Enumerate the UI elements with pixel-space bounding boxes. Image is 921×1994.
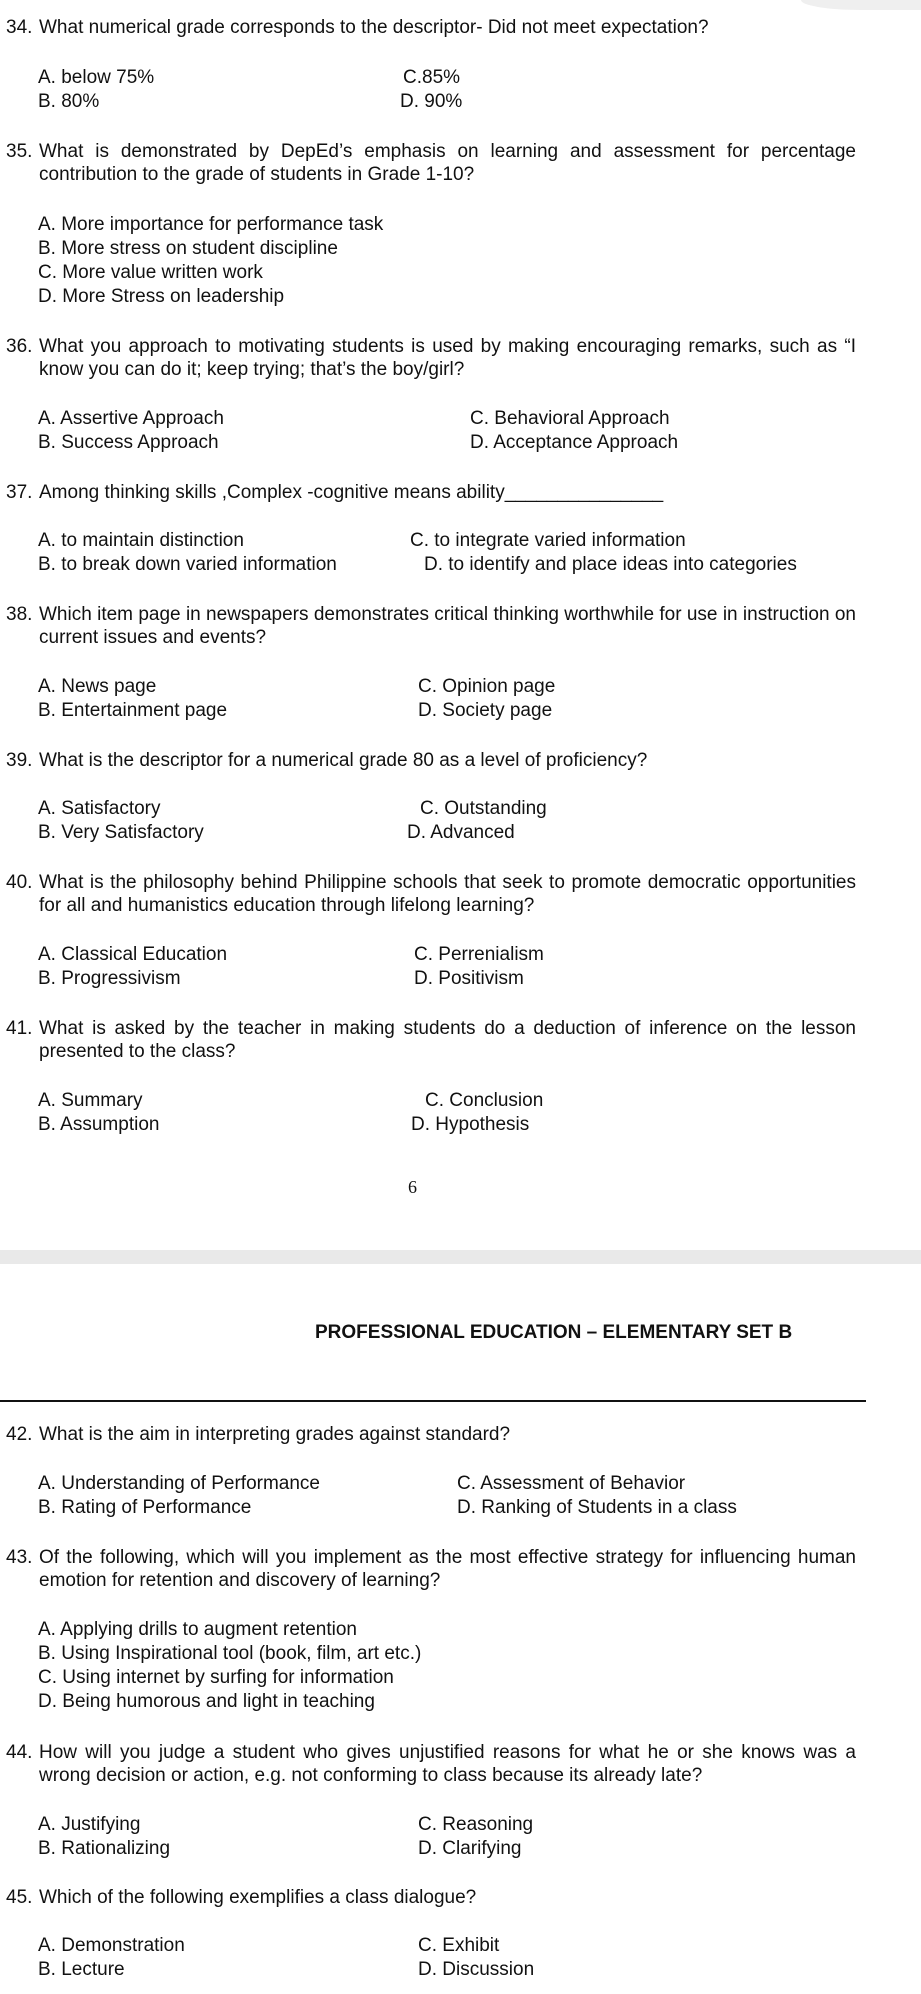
option-b: B. Success Approach — [38, 432, 219, 453]
question-text: Which item page in newspapers demonstrates critical thinking worthwhile for use in instruction on current issues and events? — [39, 604, 856, 648]
option-d: D. to identify and place ideas into categories — [424, 554, 797, 575]
question-text: What is the descriptor for a numerical grade 80 as a level of proficiency? — [39, 750, 648, 771]
option-d: D. Acceptance Approach — [470, 432, 679, 453]
header-rule — [0, 1400, 866, 1402]
option-a: A. Justifying — [38, 1814, 141, 1835]
question-text: What numerical grade corresponds to the descriptor- Did not meet expectation? — [39, 17, 709, 38]
option-a: A. More importance for performance task — [38, 214, 384, 235]
option-d: D. Ranking of Students in a class — [457, 1497, 737, 1518]
question-35 — [6, 140, 856, 186]
option-d: D. Discussion — [418, 1959, 535, 1980]
page-break-gap — [0, 1250, 921, 1264]
option-c: C. Using internet by surfing for information — [38, 1667, 394, 1688]
option-c: C. to integrate varied information — [410, 530, 686, 551]
question-39 — [6, 749, 856, 772]
option-b: B. to break down varied information — [38, 554, 337, 575]
option-d: D. 90% — [400, 91, 463, 112]
question-number: 41. — [6, 1018, 33, 1039]
option-a: A. News page — [38, 676, 157, 697]
option-c: C. Exhibit — [418, 1935, 500, 1956]
option-b: B. Assumption — [38, 1114, 160, 1135]
option-b: B. Using Inspirational tool (book, film, art etc.) — [38, 1643, 422, 1664]
question-number: 38. — [6, 604, 33, 625]
option-c: C. More value written work — [38, 262, 263, 283]
question-number: 39. — [6, 750, 33, 771]
question-40 — [6, 871, 856, 917]
question-number: 42. — [6, 1424, 33, 1445]
option-b: B. Very Satisfactory — [38, 822, 204, 843]
option-c: C. Conclusion — [425, 1090, 544, 1111]
question-number: 44. — [6, 1742, 33, 1763]
option-c: C. Opinion page — [418, 676, 556, 697]
question-number: 34. — [6, 17, 33, 38]
option-a: A. Summary — [38, 1090, 143, 1111]
option-d: D. Positivism — [414, 968, 524, 989]
question-text: Which of the following exemplifies a class dialogue? — [39, 1887, 477, 1908]
option-c: C. Assessment of Behavior — [457, 1473, 686, 1494]
question-38 — [6, 603, 856, 649]
question-number: 37. — [6, 482, 33, 503]
question-number: 36. — [6, 336, 33, 357]
option-a: A. to maintain distinction — [38, 530, 244, 551]
option-a: A. Satisfactory — [38, 798, 161, 819]
question-text: Of the following, which will you implement as the most effective strategy for influencing human emotion for retention and discovery of learning? — [39, 1547, 856, 1591]
option-b: B. Progressivism — [38, 968, 181, 989]
question-number: 35. — [6, 141, 33, 162]
option-b: B. Entertainment page — [38, 700, 228, 721]
option-a: A. Applying drills to augment retention — [38, 1619, 357, 1640]
section-header: PROFESSIONAL EDUCATION – ELEMENTARY SET B — [315, 1322, 793, 1343]
question-number: 40. — [6, 872, 33, 893]
option-d: D. Advanced — [407, 822, 515, 843]
option-c: C. Reasoning — [418, 1814, 534, 1835]
option-c: C.85% — [403, 67, 461, 88]
option-a: A. Understanding of Performance — [38, 1473, 320, 1494]
question-43 — [6, 1546, 856, 1592]
option-d: D. Being humorous and light in teaching — [38, 1691, 375, 1712]
question-number: 43. — [6, 1547, 33, 1568]
question-44 — [6, 1741, 856, 1787]
question-text: What you approach to motivating students is used by making encouraging remarks, such as “I know you can do it; keep trying; that’s the boy/girl? — [39, 336, 856, 380]
question-text: What is demonstrated by DepEd’s emphasis on learning and assessment for percentage contribution to the grade of students in Grade 1-10? — [39, 141, 856, 185]
question-number: 45. — [6, 1887, 33, 1908]
option-b: B. More stress on student discipline — [38, 238, 338, 259]
option-d: D. Clarifying — [418, 1838, 522, 1859]
option-d: D. More Stress on leadership — [38, 286, 285, 307]
question-34 — [6, 16, 856, 39]
question-36 — [6, 335, 856, 381]
question-text: What is the philosophy behind Philippine schools that seek to promote democratic opportunities for all and humanistics education through lifelong learning? — [39, 872, 856, 916]
option-a: A. Assertive Approach — [38, 408, 224, 429]
question-45 — [6, 1886, 856, 1909]
option-a: A. Classical Education — [38, 944, 228, 965]
option-c: C. Behavioral Approach — [470, 408, 670, 429]
page-number: 6 — [408, 1177, 417, 1197]
option-b: B. Lecture — [38, 1959, 125, 1980]
option-b: B. Rating of Performance — [38, 1497, 252, 1518]
question-text: What is the aim in interpreting grades against standard? — [39, 1424, 511, 1445]
option-a: A. below 75% — [38, 67, 155, 88]
question-text: What is asked by the teacher in making students do a deduction of inference on the lesson presented to the class? — [39, 1018, 856, 1062]
option-b: B. 80% — [38, 91, 100, 112]
option-c: C. Perrenialism — [414, 944, 544, 965]
question-text: How will you judge a student who gives unjustified reasons for what he or she knows was a wrong decision or action, e.g. not conforming to class because its already late? — [39, 1742, 856, 1786]
question-41 — [6, 1017, 856, 1063]
question-42 — [6, 1423, 856, 1446]
option-c: C. Outstanding — [420, 798, 547, 819]
question-37 — [6, 481, 856, 504]
option-a: A. Demonstration — [38, 1935, 185, 1956]
option-d: D. Hypothesis — [411, 1114, 530, 1135]
question-text: Among thinking skills ,Complex -cognitive means ability_______________ — [39, 482, 664, 503]
option-d: D. Society page — [418, 700, 553, 721]
option-b: B. Rationalizing — [38, 1838, 171, 1859]
